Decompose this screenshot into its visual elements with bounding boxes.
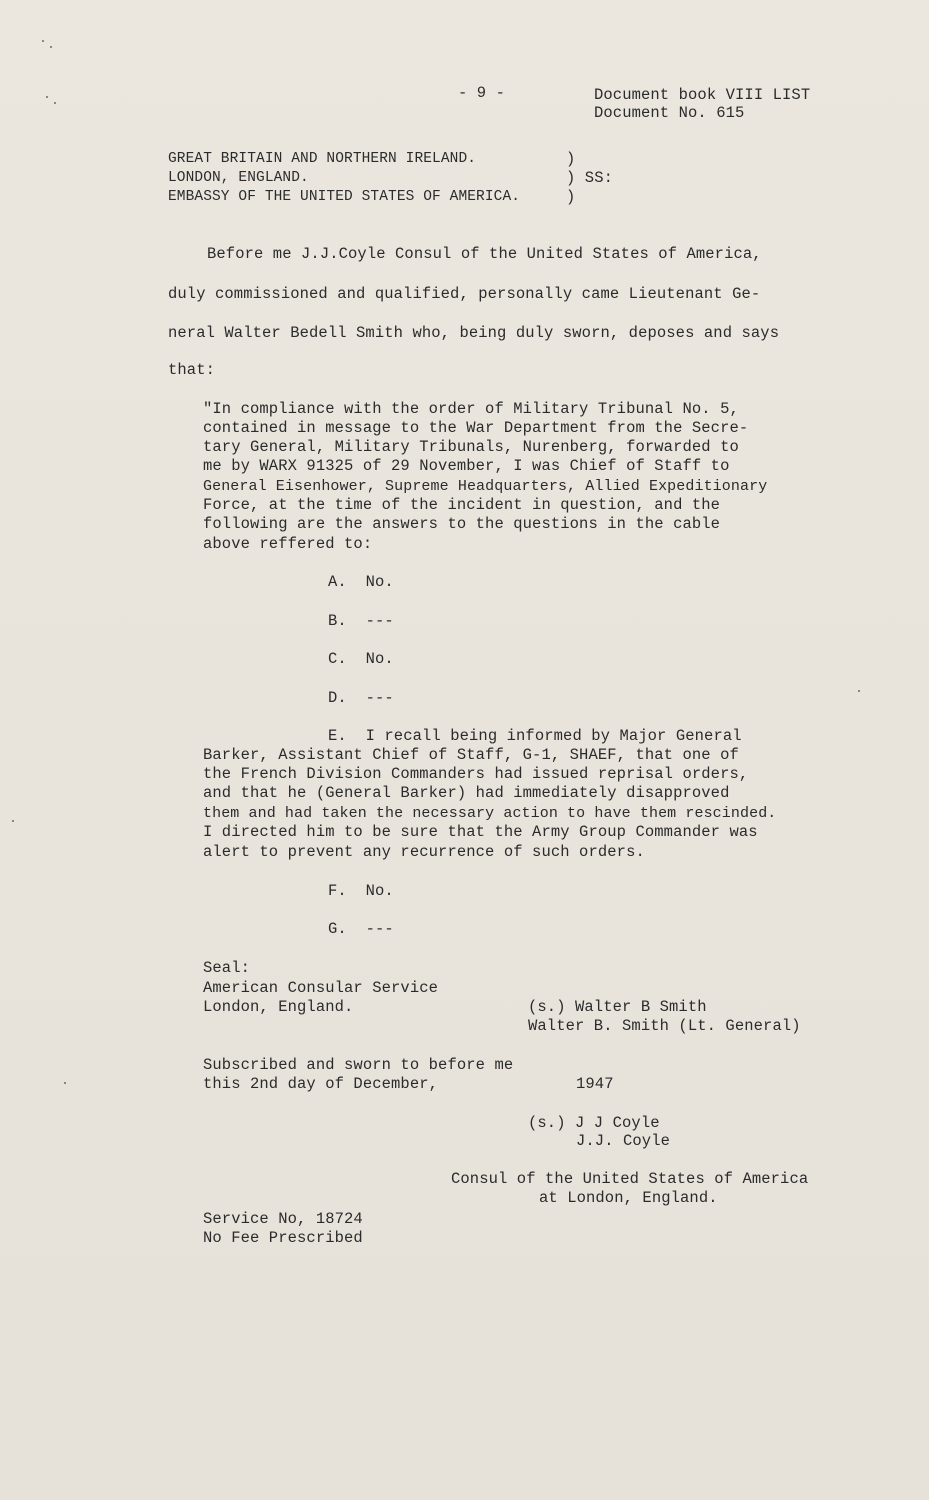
venue-paren-1: )	[566, 150, 576, 168]
fee-note: No Fee Prescribed	[203, 1229, 363, 1247]
intro-line-2: duly commissioned and qualified, personally came Lieutenant Ge-	[168, 285, 761, 303]
paper-speck	[12, 820, 14, 822]
venue-line-1: GREAT BRITAIN AND NORTHERN IRELAND.	[168, 151, 477, 167]
consul-line-2: at London, England.	[539, 1189, 718, 1207]
statement-line-4: me by WARX 91325 of 29 November, I was Chief of Staff to	[203, 457, 730, 475]
page-number: - 9 -	[458, 84, 506, 102]
answer-e-line-7: alert to prevent any recurrence of such orders.	[203, 843, 645, 861]
service-number: Service No, 18724	[203, 1210, 363, 1228]
answer-b: B. ---	[328, 612, 394, 630]
paper-speck	[858, 690, 860, 692]
subscribed-line-1: Subscribed and sworn to before me	[203, 1056, 514, 1074]
answer-e-line-1: E. I recall being informed by Major General	[328, 727, 742, 745]
statement-line-1: "In compliance with the order of Military Tribunal No. 5,	[203, 400, 739, 418]
answer-a: A. No.	[328, 573, 394, 591]
consul-line-1: Consul of the United States of America	[451, 1170, 809, 1188]
signature-coyle-line-2: J.J. Coyle	[576, 1132, 671, 1150]
venue-paren-ss: ) SS:	[566, 169, 614, 187]
subscribed-line-2: this 2nd day of December,	[203, 1075, 439, 1093]
venue-line-3: EMBASSY OF THE UNITED STATES OF AMERICA.	[168, 189, 521, 205]
answer-e-line-5: them and had taken the necessary action to have them rescinded.	[203, 805, 777, 822]
venue-paren-3: )	[566, 188, 576, 206]
answer-f: F. No.	[328, 882, 394, 900]
statement-line-7: following are the answers to the questions in the cable	[203, 515, 721, 533]
answer-e-line-4: and that he (General Barker) had immediately disapproved	[203, 784, 730, 802]
statement-line-5: General Eisenhower, Supreme Headquarters, Allied Expeditionary	[203, 478, 768, 495]
statement-line-6: Force, at the time of the incident in question, and the	[203, 496, 721, 514]
seal-label: Seal:	[203, 959, 251, 977]
signature-smith-line-2: Walter B. Smith (Lt. General)	[528, 1017, 801, 1035]
paper-speck	[46, 96, 48, 98]
document-number-label: Document No. 615	[594, 104, 745, 122]
statement-line-8: above reffered to:	[203, 535, 373, 553]
signature-smith-line-1: (s.) Walter B Smith	[528, 998, 707, 1016]
seal-line-2: London, England.	[203, 998, 354, 1016]
intro-line-3: neral Walter Bedell Smith who, being duly sworn, deposes and says	[168, 324, 780, 342]
venue-line-2: LONDON, ENGLAND.	[168, 170, 309, 186]
paper-speck	[64, 1082, 66, 1084]
answer-g: G. ---	[328, 920, 394, 938]
signature-coyle-line-1: (s.) J J Coyle	[528, 1114, 660, 1132]
intro-line-4: that:	[168, 361, 216, 379]
answer-e-line-3: the French Division Commanders had issued reprisal orders,	[203, 765, 749, 783]
subscribed-year: 1947	[576, 1075, 614, 1093]
answer-e-line-2: Barker, Assistant Chief of Staff, G-1, SHAEF, that one of	[203, 746, 739, 764]
paper-speck	[42, 40, 44, 42]
statement-line-2: contained in message to the War Department from the Secre-	[203, 419, 749, 437]
answer-e-line-6: I directed him to be sure that the Army Group Commander was	[203, 823, 758, 841]
intro-line-1: Before me J.J.Coyle Consul of the United States of America,	[207, 245, 762, 263]
answer-d: D. ---	[328, 689, 394, 707]
answer-c: C. No.	[328, 650, 394, 668]
paper-speck	[50, 46, 52, 48]
paper-speck	[54, 102, 56, 104]
seal-line-1: American Consular Service	[203, 979, 439, 997]
document-book-label: Document book VIII LIST	[594, 86, 811, 104]
statement-line-3: tary General, Military Tribunals, Nurenberg, forwarded to	[203, 438, 739, 456]
